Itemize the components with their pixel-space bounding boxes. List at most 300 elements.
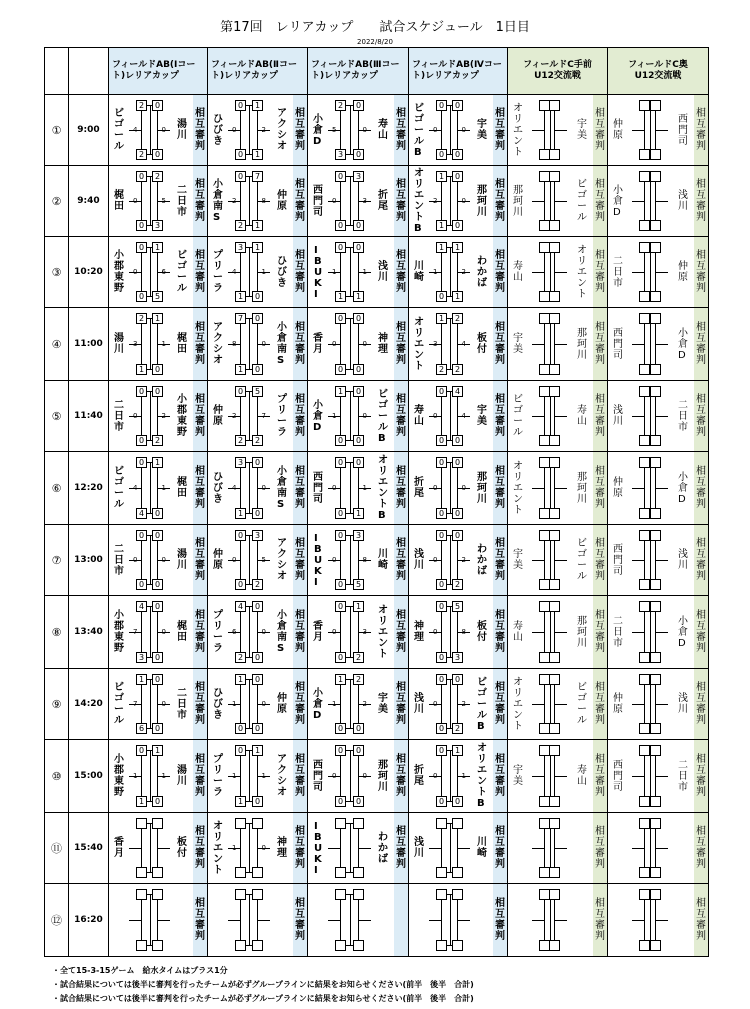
match-cell — [409, 237, 508, 308]
bracket-line — [632, 272, 644, 273]
team-left: 寿 山 — [513, 621, 523, 643]
half-score-box: 2 — [452, 579, 463, 590]
half-score-box — [650, 457, 661, 468]
referee-label: 相 互 審 判 — [694, 308, 708, 380]
half-score-box: 0 — [136, 435, 147, 446]
referee-label: 相 互 審 判 — [694, 166, 708, 236]
bracket-line — [532, 632, 544, 633]
total-score-left: 6 — [232, 628, 237, 636]
match-cell — [608, 884, 709, 957]
score-bracket — [532, 313, 567, 375]
half-score-box: 0 — [436, 435, 447, 446]
team-right: 宇 美 — [577, 119, 587, 141]
referee-label: 相 互 審 判 — [593, 813, 607, 883]
half-score-box: 0 — [252, 457, 263, 468]
team-left: 宇 美 — [513, 333, 523, 355]
half-score-box — [436, 889, 447, 900]
half-score-box: 1 — [436, 313, 447, 324]
bracket-line — [650, 750, 651, 802]
score-bracket — [632, 313, 668, 375]
score-bracket — [632, 100, 668, 160]
bracket-line — [555, 632, 567, 633]
referee-label: 相 互 審 判 — [493, 381, 507, 451]
total-score-right: 0 — [161, 126, 166, 134]
team-right: ア ク シ オ — [277, 108, 287, 152]
bracket-line — [655, 823, 656, 873]
bracket-line — [650, 105, 651, 155]
team-left: オ リ エ ン ト — [513, 460, 523, 516]
half-score-box: 0 — [335, 457, 346, 468]
score-bracket — [532, 100, 567, 160]
half-score-box — [549, 149, 560, 160]
match-number: ⑦ — [45, 525, 69, 596]
team-right: 小 倉 南 S — [277, 322, 287, 366]
bracket-line — [340, 176, 341, 226]
half-score-box: 0 — [252, 796, 263, 807]
note-line: ・全て15-3-15ゲーム 給水タイムはプラス1分 — [52, 966, 228, 975]
referee-label: 相 互 審 判 — [593, 884, 607, 956]
bracket-line — [550, 823, 551, 873]
bracket-line — [457, 606, 458, 658]
team-left — [511, 888, 525, 952]
team-left: 寿 山 — [414, 405, 424, 427]
bracket-line — [450, 823, 451, 873]
half-score-box: 2 — [252, 579, 263, 590]
team-left: 小 倉 D — [613, 184, 623, 218]
half-score-box: 1 — [353, 508, 364, 519]
bracket-line — [656, 776, 668, 777]
half-score-box — [235, 940, 246, 951]
total-score-left: 7 — [133, 628, 138, 636]
score-bracket — [328, 818, 371, 878]
bracket-line — [240, 176, 241, 226]
bracket-line — [358, 176, 359, 226]
team-left: 二 日 市 — [114, 399, 124, 433]
half-score-box: 1 — [235, 508, 246, 519]
referee-label: 相 互 審 判 — [394, 95, 408, 165]
total-score-right: 0 — [461, 197, 466, 205]
bracket-line — [257, 606, 258, 658]
score-bracket — [532, 745, 567, 807]
bracket-line — [249, 679, 250, 729]
match-cell — [208, 596, 308, 669]
half-score-box — [639, 530, 650, 541]
bracket-line — [544, 462, 545, 514]
total-score-right: 0 — [261, 628, 266, 636]
bracket-line — [257, 176, 258, 226]
bracket-line — [644, 679, 645, 729]
bracket-line — [554, 894, 555, 946]
bracket-line — [655, 606, 656, 658]
half-score-box: 7 — [252, 171, 263, 182]
total-score-right: 0 — [261, 484, 266, 492]
match-cell — [109, 525, 208, 596]
half-score-box: 3 — [252, 530, 263, 541]
bracket-line — [228, 920, 240, 921]
half-score-box — [639, 100, 650, 111]
half-score-box: 0 — [335, 723, 346, 734]
half-score-box: 0 — [252, 723, 263, 734]
bracket-line — [644, 176, 645, 226]
team-left: 浅 川 — [414, 693, 424, 715]
half-score-box: 3 — [452, 652, 463, 663]
team-right: 寿 山 — [577, 765, 587, 787]
half-score-box — [650, 601, 661, 612]
half-score-box: 0 — [252, 601, 263, 612]
bracket-line — [157, 606, 158, 658]
team-left — [412, 888, 426, 952]
schedule-row — [45, 740, 709, 813]
bracket-line — [257, 679, 258, 729]
half-score-box — [549, 601, 560, 612]
schedule-row — [45, 95, 709, 166]
bracket-line — [358, 823, 359, 873]
bracket-line — [656, 272, 668, 273]
total-score-right: 4 — [461, 412, 466, 420]
half-score-box — [639, 242, 650, 253]
half-score-box: 2 — [436, 364, 447, 375]
bracket-line — [450, 462, 451, 514]
team-left: 梶 田 — [114, 190, 124, 212]
half-score-box — [452, 818, 463, 829]
bracket-line — [328, 920, 340, 921]
bracket-line — [141, 894, 142, 946]
half-score-box: 0 — [152, 364, 163, 375]
team-left: ひ び き — [213, 471, 223, 505]
half-score-box: 0 — [353, 149, 364, 160]
half-score-box — [650, 313, 661, 324]
team-left: 仲 原 — [613, 693, 623, 715]
half-score-box: 0 — [436, 723, 447, 734]
half-score-box — [639, 435, 650, 446]
half-score-box — [639, 652, 650, 663]
bracket-line — [632, 632, 644, 633]
match-time: 14:20 — [69, 669, 109, 740]
score-bracket — [532, 386, 567, 446]
half-score-box: 7 — [235, 313, 246, 324]
bracket-line — [644, 247, 645, 297]
score-bracket — [429, 674, 470, 734]
half-score-box: 0 — [436, 601, 447, 612]
bracket-line — [555, 776, 567, 777]
total-score-left: 1 — [332, 412, 337, 420]
half-score-box — [639, 386, 650, 397]
match-cell — [508, 237, 608, 308]
team-left: オ リ エ ン ト — [213, 820, 223, 876]
bracket-line — [157, 462, 158, 514]
half-score-box: 2 — [335, 100, 346, 111]
match-time: 9:40 — [69, 166, 109, 237]
half-score-box — [650, 723, 661, 734]
bracket-line — [240, 679, 241, 729]
half-score-box — [152, 940, 163, 951]
half-score-box — [353, 867, 364, 878]
half-score-box: 2 — [235, 652, 246, 663]
team-right: 浅 川 — [678, 693, 688, 715]
team-left: I B U K I — [313, 244, 323, 300]
bracket-line — [544, 247, 545, 297]
score-bracket — [328, 457, 371, 519]
total-score-right: 2 — [161, 412, 166, 420]
half-score-box: 0 — [136, 242, 147, 253]
bracket-line — [532, 920, 544, 921]
team-left: 香 月 — [313, 333, 323, 355]
bracket-line — [656, 632, 668, 633]
half-score-box — [549, 242, 560, 253]
half-score-box: 0 — [436, 291, 447, 302]
half-score-box: 0 — [452, 530, 463, 541]
half-score-box — [136, 940, 147, 951]
total-score-left: 3 — [433, 340, 438, 348]
bracket-line — [650, 679, 651, 729]
bracket-line — [655, 176, 656, 226]
referee-label: 相 互 審 判 — [394, 813, 408, 883]
team-right: 梶 田 — [177, 333, 187, 355]
bracket-line — [544, 105, 545, 155]
team-left: 小 郡 東 野 — [114, 610, 124, 654]
half-score-box: 0 — [136, 291, 147, 302]
bracket-line — [157, 679, 158, 729]
referee-label: 相 互 審 判 — [293, 525, 307, 595]
bracket-line — [644, 462, 645, 514]
page-title: 第17回 レリアカップ 試合スケジュール 1日目 — [220, 20, 530, 35]
bracket-line — [650, 247, 651, 297]
score-bracket — [328, 674, 371, 734]
bracket-line — [141, 391, 142, 441]
match-time: 11:40 — [69, 381, 109, 452]
half-score-box: 1 — [436, 242, 447, 253]
half-score-box: 0 — [252, 508, 263, 519]
team-left — [211, 888, 225, 952]
bracket-line — [350, 318, 351, 370]
half-score-box: 0 — [335, 508, 346, 519]
half-score-box — [639, 601, 650, 612]
team-left — [611, 888, 625, 952]
bracket-line — [555, 272, 567, 273]
total-score-left: 0 — [332, 484, 337, 492]
match-cell — [409, 740, 508, 813]
bracket-line — [441, 105, 442, 155]
match-number: ② — [45, 166, 69, 237]
bracket-line — [359, 920, 371, 921]
total-score-right: 1 — [362, 484, 367, 492]
bracket-line — [644, 750, 645, 802]
score-bracket — [228, 171, 270, 231]
bracket-line — [441, 318, 442, 370]
bracket-line — [632, 344, 644, 345]
half-score-box — [235, 818, 246, 829]
bracket-line — [350, 750, 351, 802]
half-score-box: 0 — [235, 579, 246, 590]
total-score-right: 1 — [161, 340, 166, 348]
half-score-box: 3 — [235, 457, 246, 468]
total-score-right: 2 — [461, 700, 466, 708]
team-left: 湯 川 — [114, 333, 124, 355]
bracket-line — [550, 750, 551, 802]
team-left: 小 郡 東 野 — [114, 250, 124, 294]
total-score-left: 4 — [133, 484, 138, 492]
match-cell — [308, 740, 409, 813]
bracket-line — [656, 416, 668, 417]
team-right: 二 日 市 — [678, 759, 688, 793]
total-score-right: 8 — [461, 628, 466, 636]
total-score-right: 0 — [261, 340, 266, 348]
referee-label: 相 互 審 判 — [193, 308, 207, 380]
half-score-box: 0 — [452, 674, 463, 685]
half-score-box: 2 — [235, 220, 246, 231]
bracket-line — [441, 391, 442, 441]
team-right: 那 珂 川 — [577, 615, 587, 649]
half-score-box — [353, 940, 364, 951]
bracket-line — [554, 750, 555, 802]
team-right: ア ク シ オ — [277, 538, 287, 582]
total-score-left: 0 — [133, 412, 138, 420]
bracket-line — [150, 535, 151, 585]
bracket-line — [157, 391, 158, 441]
bracket-line — [532, 130, 544, 131]
half-score-box — [549, 508, 560, 519]
bracket-line — [257, 462, 258, 514]
half-score-box: 0 — [353, 796, 364, 807]
bracket-line — [457, 535, 458, 585]
half-score-box: 0 — [452, 508, 463, 519]
half-score-box: 0 — [335, 171, 346, 182]
half-score-box: 1 — [252, 745, 263, 756]
half-score-box: 0 — [452, 100, 463, 111]
referee-label: 相 互 審 判 — [694, 95, 708, 165]
half-score-box: 0 — [353, 723, 364, 734]
bracket-line — [457, 894, 458, 946]
score-bracket — [228, 745, 270, 807]
total-score-right: 1 — [261, 268, 266, 276]
bracket-line — [656, 560, 668, 561]
referee-label: 相 互 審 判 — [493, 813, 507, 883]
bracket-line — [532, 560, 544, 561]
score-bracket — [532, 242, 567, 302]
total-score-left: 0 — [433, 628, 438, 636]
team-left: 浅 川 — [414, 837, 424, 859]
total-score-left: 1 — [232, 844, 237, 852]
total-score-left: 0 — [133, 197, 138, 205]
half-score-box — [549, 364, 560, 375]
bracket-line — [555, 848, 567, 849]
referee-label: 相 互 審 判 — [593, 669, 607, 739]
half-score-box — [650, 579, 661, 590]
team-left: I B U K I — [313, 532, 323, 588]
half-score-box: 0 — [335, 530, 346, 541]
half-score-box: 0 — [335, 435, 346, 446]
half-score-box: 0 — [353, 745, 364, 756]
bracket-line — [141, 535, 142, 585]
half-score-box: 5 — [452, 601, 463, 612]
bracket-line — [358, 535, 359, 585]
total-score-left: 2 — [433, 197, 438, 205]
team-right — [376, 888, 390, 952]
bracket-line — [655, 462, 656, 514]
total-score-right: 2 — [362, 700, 367, 708]
half-score-box: 1 — [335, 291, 346, 302]
bracket-line — [550, 391, 551, 441]
score-bracket — [228, 601, 270, 663]
notes — [52, 964, 474, 1006]
total-score-left: 0 — [433, 772, 438, 780]
match-cell — [109, 596, 208, 669]
total-score-left: 0 — [433, 412, 438, 420]
match-number: ③ — [45, 237, 69, 308]
team-left — [511, 817, 525, 879]
match-cell — [208, 525, 308, 596]
team-left: 小 倉 D — [313, 687, 323, 721]
half-score-box: 1 — [152, 313, 163, 324]
match-cell — [308, 166, 409, 237]
bracket-line — [656, 488, 668, 489]
referee-label: 相 互 審 判 — [293, 884, 307, 956]
half-score-box — [549, 530, 560, 541]
team-right: 神 理 — [277, 837, 287, 859]
half-score-box — [549, 940, 560, 951]
half-score-box: 0 — [436, 149, 447, 160]
half-score-box: 0 — [235, 149, 246, 160]
half-score-box — [136, 867, 147, 878]
bracket-line — [656, 704, 668, 705]
bracket-line — [532, 704, 544, 705]
team-right: 浅 川 — [678, 190, 688, 212]
half-score-box: 2 — [452, 364, 463, 375]
team-left: 仲 原 — [613, 119, 623, 141]
half-score-box: 2 — [136, 313, 147, 324]
half-score-box — [136, 818, 147, 829]
match-time: 16:20 — [69, 884, 109, 957]
half-score-box: 0 — [235, 100, 246, 111]
bracket-line — [632, 776, 644, 777]
half-score-box: 1 — [235, 674, 246, 685]
team-right — [575, 888, 589, 952]
bracket-line — [249, 105, 250, 155]
bracket-line — [350, 462, 351, 514]
referee-label: 相 互 審 判 — [394, 166, 408, 236]
referee-label: 相 互 審 判 — [593, 452, 607, 524]
score-bracket — [129, 457, 170, 519]
bracket-line — [350, 894, 351, 946]
bracket-line — [340, 750, 341, 802]
match-cell — [608, 95, 709, 166]
half-score-box — [436, 867, 447, 878]
match-time: 12:20 — [69, 452, 109, 525]
bracket-line — [150, 750, 151, 802]
total-score-left: 3 — [133, 340, 138, 348]
half-score-box: 0 — [335, 242, 346, 253]
total-score-left: 1 — [232, 700, 237, 708]
bracket-line — [650, 462, 651, 514]
half-score-box — [650, 364, 661, 375]
total-score-left: 1 — [133, 772, 138, 780]
bracket-line — [554, 247, 555, 297]
total-score-left: 1 — [433, 268, 438, 276]
total-score-right: 1 — [461, 772, 466, 780]
bracket-line — [532, 272, 544, 273]
half-score-box: 3 — [335, 149, 346, 160]
bracket-line — [340, 391, 341, 441]
total-score-right: 7 — [261, 412, 266, 420]
match-cell — [208, 381, 308, 452]
match-cell — [409, 452, 508, 525]
team-left: プ リ ー ラ — [213, 250, 223, 294]
referee-label: 相 互 審 判 — [293, 95, 307, 165]
team-left: オ リ エ ン ト B — [414, 168, 424, 234]
total-score-left: 8 — [232, 340, 237, 348]
half-score-box — [235, 867, 246, 878]
half-score-box: 0 — [452, 796, 463, 807]
